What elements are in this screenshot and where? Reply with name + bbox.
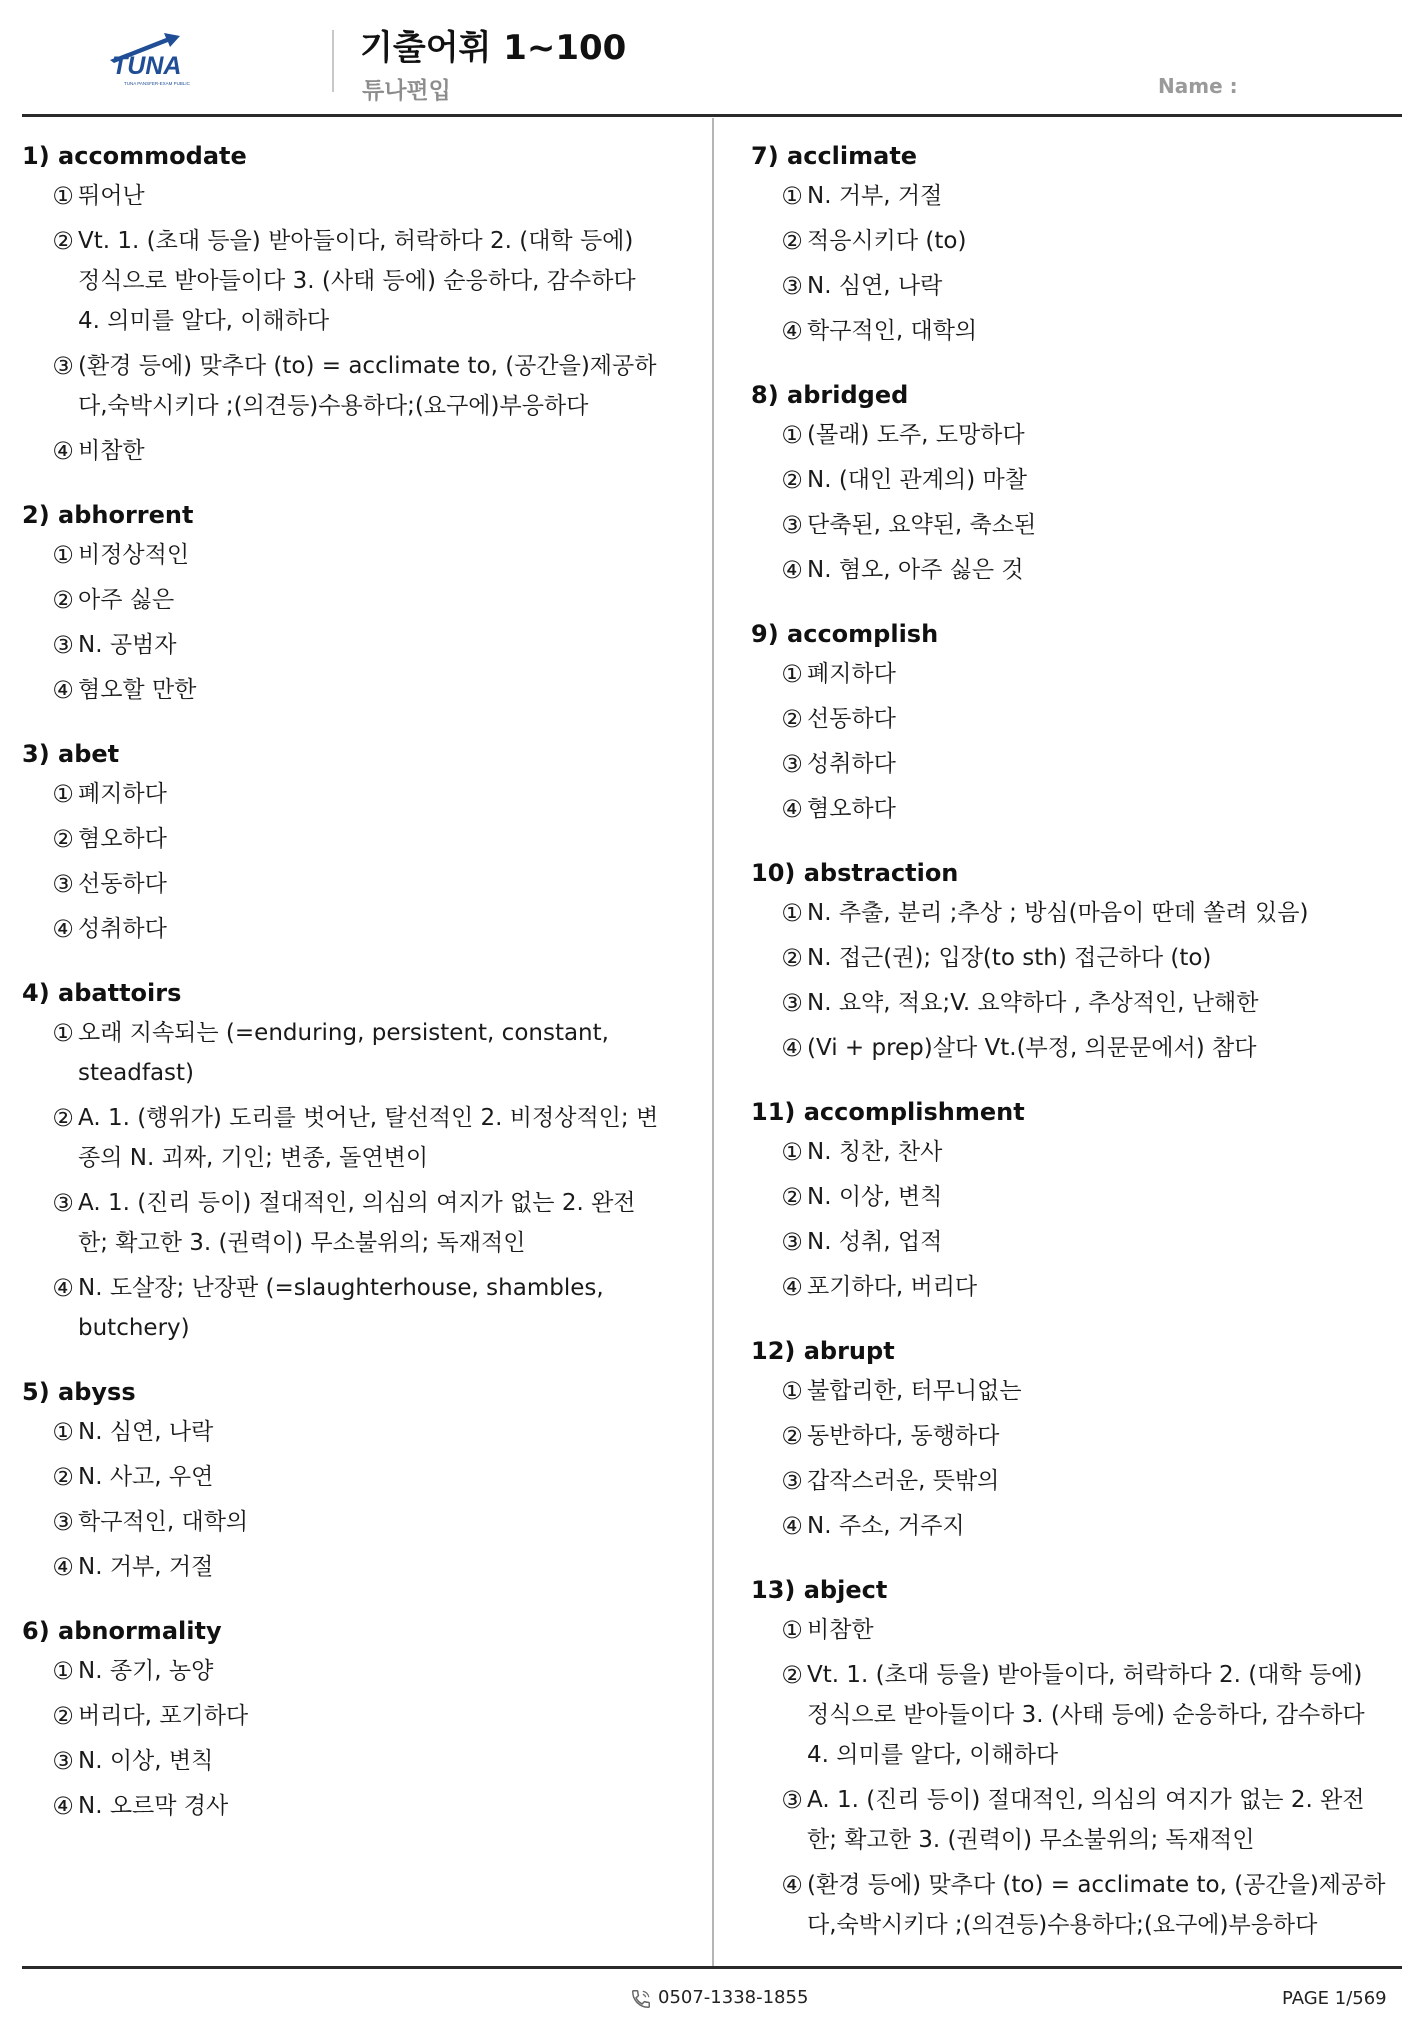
vocab-word: 10) abstraction — [751, 859, 959, 887]
answer-option — [751, 893, 1391, 933]
option-number: ② — [52, 825, 74, 853]
option-number: ① — [52, 1657, 74, 1685]
header-rule — [22, 114, 1402, 117]
option-number: ① — [52, 182, 74, 210]
option-text: N. 공범자 — [78, 632, 177, 658]
answer-option — [751, 1267, 1391, 1307]
vocab-entry — [751, 136, 1391, 351]
answer-option — [22, 535, 662, 575]
vocab-entry — [22, 734, 662, 949]
option-number: ④ — [781, 1512, 803, 1540]
option-text: 비참한 — [78, 438, 145, 464]
answer-option — [22, 1786, 662, 1826]
answer-option — [22, 1547, 662, 1587]
answer-option — [751, 1132, 1391, 1172]
vocab-word: 5) abyss — [22, 1378, 136, 1406]
option-number: ④ — [781, 1871, 803, 1899]
vocab-word: 9) accomplish — [751, 620, 939, 648]
answer-option — [22, 1457, 662, 1497]
option-number: ③ — [781, 272, 803, 300]
option-number: ④ — [52, 1553, 74, 1581]
option-number: ① — [781, 660, 803, 688]
option-number: ③ — [781, 1786, 803, 1814]
option-number: ② — [781, 466, 803, 494]
option-text: N. 요약, 적요;V. 요약하다 , 추상적인, 난해한 — [807, 990, 1259, 1016]
option-number: ③ — [52, 1747, 74, 1775]
option-number: ③ — [52, 631, 74, 659]
answer-option — [751, 1655, 1391, 1775]
option-text: 선동하다 — [78, 871, 167, 897]
option-number: ④ — [52, 437, 74, 465]
answer-option — [751, 1780, 1391, 1860]
option-number: ③ — [781, 1467, 803, 1495]
vocab-entry — [22, 495, 662, 710]
option-text: 폐지하다 — [807, 661, 896, 687]
option-number: ② — [52, 1104, 74, 1132]
header-separator — [332, 30, 334, 92]
answer-option — [22, 1741, 662, 1781]
answer-option — [751, 176, 1391, 216]
option-number: ④ — [52, 1274, 74, 1302]
answer-option — [22, 819, 662, 859]
option-text: 불합리한, 터무니없는 — [807, 1378, 1022, 1404]
option-number: ② — [781, 1422, 803, 1450]
option-text: N. 심연, 나락 — [78, 1419, 214, 1445]
option-number: ③ — [52, 1508, 74, 1536]
option-text: 아주 싫은 — [78, 587, 175, 613]
option-number: ① — [781, 421, 803, 449]
answer-option — [22, 1013, 662, 1093]
page-header — [0, 0, 1424, 118]
option-number: ④ — [781, 556, 803, 584]
answer-option — [751, 415, 1391, 455]
left-column — [22, 136, 662, 1850]
answer-option — [751, 311, 1391, 351]
option-number: ① — [781, 1616, 803, 1644]
option-text: A. 1. (행위가) 도리를 벗어난, 탈선적인 2. 비정상적인; 변종의 N. 괴짜, 기인; 변종, 돌연변이 — [78, 1105, 659, 1171]
option-number: ④ — [52, 915, 74, 943]
option-number: ② — [52, 227, 74, 255]
column-divider — [712, 118, 714, 1966]
option-number: ② — [781, 1183, 803, 1211]
option-text: 포기하다, 버리다 — [807, 1274, 978, 1300]
answer-option — [751, 1506, 1391, 1546]
option-text: 오래 지속되는 (=enduring, persistent, constant, steadfast) — [78, 1020, 609, 1086]
answer-option — [751, 789, 1391, 829]
answer-option — [22, 1696, 662, 1736]
option-text: N. 사고, 우연 — [78, 1464, 214, 1490]
answer-option — [22, 864, 662, 904]
option-text: A. 1. (진리 등이) 절대적인, 의심의 여지가 없는 2. 완전한; 확고한 3. (권력이) 무소불위의; 독재적인 — [78, 1190, 636, 1256]
name-field-label: Name : — [1158, 74, 1238, 98]
document-title: 기출어휘 1~100 — [360, 28, 627, 68]
option-text: 버리다, 포기하다 — [78, 1703, 249, 1729]
option-text: 비정상적인 — [78, 542, 190, 568]
answer-option — [751, 266, 1391, 306]
option-text: 혐오하다 — [78, 826, 167, 852]
vocab-word: 1) accommodate — [22, 142, 247, 170]
option-text: 성취하다 — [807, 751, 896, 777]
option-number: ① — [781, 1138, 803, 1166]
option-text: (환경 등에) 맞추다 (to) = acclimate to, (공간을)제공하다,숙박시키다 ;(의견등)수용하다;(요구에)부응하다 — [78, 353, 657, 419]
vocab-entry — [22, 1372, 662, 1587]
answer-option — [751, 1028, 1391, 1068]
option-number: ② — [52, 1463, 74, 1491]
option-text: N. 거부, 거절 — [807, 183, 943, 209]
option-number: ② — [781, 944, 803, 972]
vocab-word: 12) abrupt — [751, 1337, 895, 1365]
option-text: Vt. 1. (초대 등을) 받아들이다, 허락하다 2. (대학 등에) 정식으로 받아들이다 3. (사태 등에) 순응하다, 감수하다 4. 의미를 알다, 이해하다 — [807, 1662, 1365, 1768]
option-number: ③ — [52, 352, 74, 380]
option-number: ③ — [781, 750, 803, 778]
answer-option — [22, 346, 662, 426]
option-text: N. 거부, 거절 — [78, 1554, 214, 1580]
answer-option — [751, 505, 1391, 545]
option-number: ④ — [52, 1792, 74, 1820]
option-number: ③ — [781, 989, 803, 1017]
option-text: 선동하다 — [807, 706, 896, 732]
answer-option — [22, 221, 662, 341]
option-text: 뛰어난 — [78, 183, 145, 209]
option-text: N. 칭찬, 찬사 — [807, 1139, 943, 1165]
answer-option — [751, 460, 1391, 500]
answer-option — [22, 774, 662, 814]
option-text: N. 혐오, 아주 싫은 것 — [807, 557, 1024, 583]
vocab-word: 11) accomplishment — [751, 1098, 1025, 1126]
option-text: N. 종기, 농양 — [78, 1658, 214, 1684]
answer-option — [22, 431, 662, 471]
option-text: 학구적인, 대학의 — [807, 318, 978, 344]
option-text: 비참한 — [807, 1617, 874, 1643]
option-text: 적응시키다 (to) — [807, 228, 967, 254]
option-text: 혐오하다 — [807, 796, 896, 822]
answer-option — [751, 1222, 1391, 1262]
option-text: N. 주소, 거주지 — [807, 1513, 965, 1539]
answer-option — [22, 909, 662, 949]
page-number: PAGE 1/569 — [1282, 1988, 1387, 2009]
answer-option — [22, 1098, 662, 1178]
option-number: ④ — [781, 795, 803, 823]
answer-option — [751, 1865, 1391, 1945]
answer-option — [22, 176, 662, 216]
option-text: Vt. 1. (초대 등을) 받아들이다, 허락하다 2. (대학 등에) 정식으로 받아들이다 3. (사태 등에) 순응하다, 감수하다 4. 의미를 알다, 이해하다 — [78, 228, 636, 334]
vocab-word: 13) abject — [751, 1576, 888, 1604]
option-number: ② — [781, 227, 803, 255]
vocab-entry — [751, 1331, 1391, 1546]
option-text: 단축된, 요약된, 축소된 — [807, 512, 1037, 538]
answer-option — [751, 1461, 1391, 1501]
option-number: ③ — [52, 1189, 74, 1217]
answer-option — [751, 550, 1391, 590]
vocab-entry — [751, 1570, 1391, 1945]
option-text: 성취하다 — [78, 916, 167, 942]
answer-option — [751, 699, 1391, 739]
answer-option — [751, 938, 1391, 978]
svg-text:TUNA PANSFER-EXAM PUBLIC: TUNA PANSFER-EXAM PUBLIC — [124, 81, 190, 86]
option-number: ③ — [781, 1228, 803, 1256]
option-text: (몰래) 도주, 도망하다 — [807, 422, 1025, 448]
option-text: 폐지하다 — [78, 781, 167, 807]
svg-text:TUNA: TUNA — [112, 52, 182, 80]
vocab-entry — [22, 973, 662, 1348]
option-text: N. 접근(권); 입장(to sth) 접근하다 (to) — [807, 945, 1212, 971]
document-subtitle: 튜나편입 — [362, 78, 451, 104]
option-number: ③ — [781, 511, 803, 539]
option-text: N. 도살장; 난장판 (=slaughterhouse, shambles, butchery) — [78, 1275, 604, 1341]
answer-option — [22, 580, 662, 620]
option-number: ① — [52, 541, 74, 569]
answer-option — [751, 221, 1391, 261]
option-number: ④ — [52, 676, 74, 704]
option-text: N. 오르막 경사 — [78, 1793, 229, 1819]
answer-option — [751, 1416, 1391, 1456]
option-text: A. 1. (진리 등이) 절대적인, 의심의 여지가 없는 2. 완전한; 확고한 3. (권력이) 무소불위의; 독재적인 — [807, 1787, 1365, 1853]
answer-option — [22, 625, 662, 665]
option-number: ① — [52, 780, 74, 808]
answer-option — [751, 744, 1391, 784]
option-text: 혐오할 만한 — [78, 677, 197, 703]
answer-option — [22, 1502, 662, 1542]
option-text: 갑작스러운, 뜻밖의 — [807, 1468, 1000, 1494]
option-number: ① — [781, 1377, 803, 1405]
vocab-word: 8) abridged — [751, 381, 909, 409]
answer-option — [22, 1412, 662, 1452]
vocab-word: 4) abattoirs — [22, 979, 182, 1007]
option-number: ① — [781, 182, 803, 210]
answer-option — [751, 1610, 1391, 1650]
option-text: N. 이상, 변칙 — [78, 1748, 214, 1774]
vocab-word: 6) abnormality — [22, 1617, 222, 1645]
vocab-word: 2) abhorrent — [22, 501, 194, 529]
answer-option — [751, 654, 1391, 694]
option-number: ④ — [781, 1273, 803, 1301]
answer-option — [751, 1177, 1391, 1217]
answer-option — [22, 1651, 662, 1691]
option-text: 동반하다, 동행하다 — [807, 1423, 1000, 1449]
vocab-entry — [22, 136, 662, 471]
answer-option — [751, 1371, 1391, 1411]
vocab-word: 7) acclimate — [751, 142, 918, 170]
option-number: ③ — [52, 870, 74, 898]
answer-option — [22, 1183, 662, 1263]
right-column — [751, 136, 1391, 1964]
footer-rule — [22, 1966, 1402, 1969]
phone-icon — [630, 1988, 652, 2010]
option-number: ④ — [781, 1034, 803, 1062]
answer-option — [22, 1268, 662, 1348]
option-number: ④ — [781, 317, 803, 345]
option-number: ① — [52, 1019, 74, 1047]
option-number: ② — [781, 705, 803, 733]
option-text: N. 심연, 나락 — [807, 273, 943, 299]
vocab-entry — [751, 614, 1391, 829]
vocab-entry — [751, 1092, 1391, 1307]
option-text: N. (대인 관계의) 마찰 — [807, 467, 1027, 493]
option-number: ② — [52, 1702, 74, 1730]
option-number: ② — [52, 586, 74, 614]
footer-phone: 0507-1338-1855 — [658, 1987, 809, 2008]
option-text: (Vi + prep)살다 Vt.(부정, 의문문에서) 참다 — [807, 1035, 1257, 1061]
option-number: ② — [781, 1661, 803, 1689]
answer-option — [22, 670, 662, 710]
option-number: ① — [781, 899, 803, 927]
option-number: ① — [52, 1418, 74, 1446]
option-text: N. 이상, 변칙 — [807, 1184, 943, 1210]
option-text: N. 추출, 분리 ;추상 ; 방심(마음이 딴데 쏠려 있음) — [807, 900, 1309, 926]
vocab-entry — [751, 853, 1391, 1068]
vocab-word: 3) abet — [22, 740, 120, 768]
vocab-entry — [751, 375, 1391, 590]
vocab-entry — [22, 1611, 662, 1826]
answer-option — [751, 983, 1391, 1023]
option-text: 학구적인, 대학의 — [78, 1509, 249, 1535]
option-text: N. 성취, 업적 — [807, 1229, 943, 1255]
tuna-logo — [108, 30, 214, 88]
option-text: (환경 등에) 맞추다 (to) = acclimate to, (공간을)제공하다,숙박시키다 ;(의견등)수용하다;(요구에)부응하다 — [807, 1872, 1386, 1938]
